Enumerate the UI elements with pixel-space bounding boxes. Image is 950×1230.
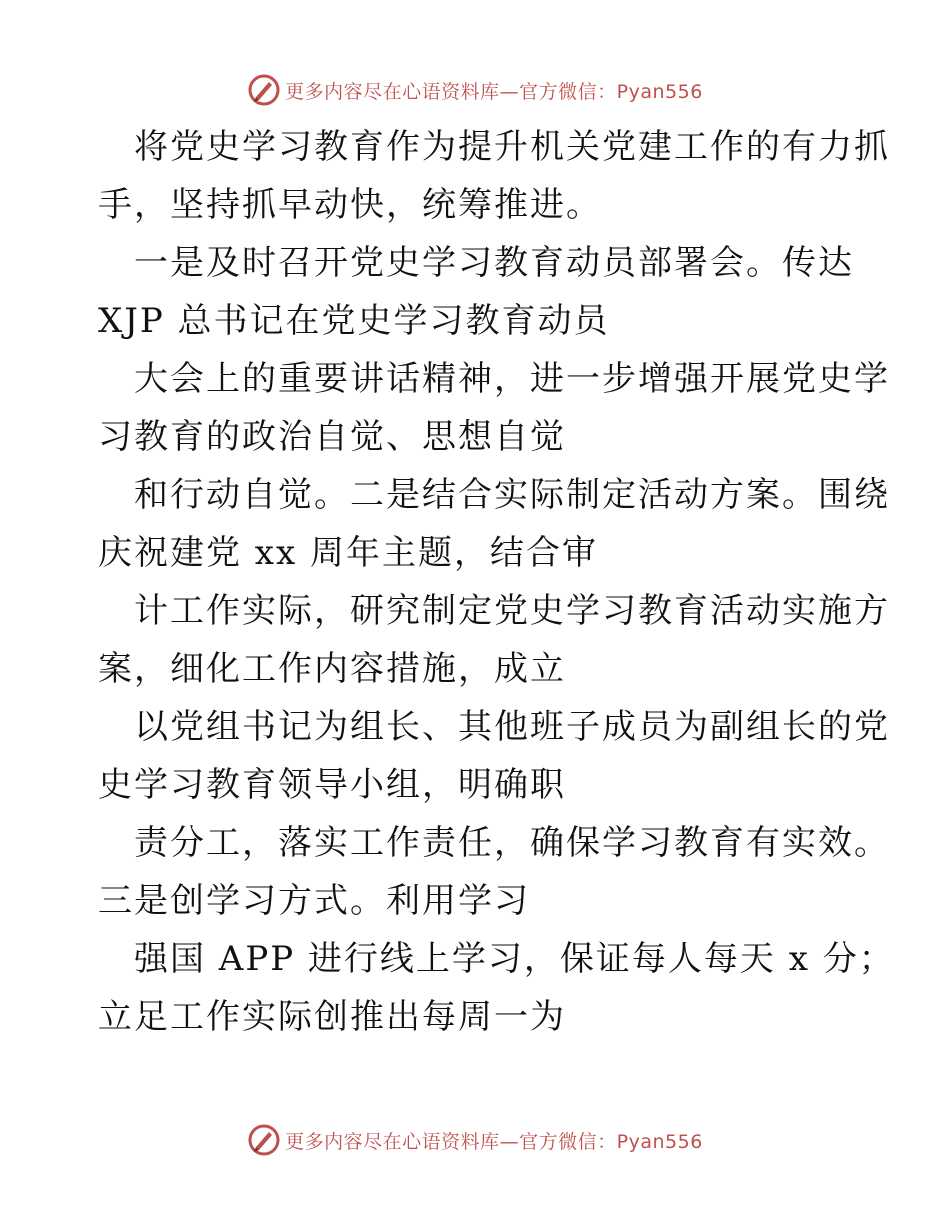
paragraph-line: 手，坚持抓早动快，统筹推进。 xyxy=(98,185,602,225)
paragraph-line: 史学习教育领导小组，明确职 xyxy=(98,765,566,805)
paragraph xyxy=(98,930,895,1046)
paragraph-line: XJP 总书记在党史学习教育动员 xyxy=(98,301,610,341)
paragraph xyxy=(98,118,890,234)
paragraph xyxy=(98,698,890,814)
paragraph-line: 习教育的政治自觉、思想自觉 xyxy=(98,417,566,457)
header-watermark xyxy=(0,70,950,110)
watermark-text: 更多内容尽在心语资料库—官方微信：Pyan556 xyxy=(285,1130,703,1153)
pen-logo-icon xyxy=(247,73,281,107)
paragraph-line: 责分工，落实工作责任，确保学习教育有实效。 xyxy=(134,823,890,863)
paragraph-line: 一是及时召开党史学习教育动员部署会。传达 xyxy=(134,243,854,283)
paragraph xyxy=(98,350,890,466)
paragraph-line: 三是创学习方式。利用学习 xyxy=(98,881,530,921)
paragraph-line: 庆祝建党 xx 周年主题，结合审 xyxy=(98,533,598,573)
paragraph-line: 和行动自觉。二是结合实际制定活动方案。围绕 xyxy=(134,475,890,515)
paragraph-line: 强国 APP 进行线上学习，保证每人每天 x 分； xyxy=(134,939,895,979)
paragraph-line: 将党史学习教育作为提升机关党建工作的有力抓 xyxy=(134,127,890,167)
paragraph-line: 立足工作实际创推出每周一为 xyxy=(98,997,566,1037)
document-body xyxy=(98,118,895,1046)
paragraph-line: 案，细化工作内容措施，成立 xyxy=(98,649,566,689)
watermark-text: 更多内容尽在心语资料库—官方微信：Pyan556 xyxy=(285,80,703,103)
paragraph-line: 大会上的重要讲话精神，进一步增强开展党史学 xyxy=(134,359,890,399)
footer-watermark xyxy=(0,1120,950,1160)
paragraph xyxy=(98,814,890,930)
paragraph-line: 计工作实际，研究制定党史学习教育活动实施方 xyxy=(134,591,890,631)
pen-logo-icon xyxy=(247,1123,281,1157)
paragraph-line: 以党组书记为组长、其他班子成员为副组长的党 xyxy=(134,707,890,747)
paragraph xyxy=(98,466,890,582)
paragraph xyxy=(98,582,890,698)
paragraph xyxy=(98,234,858,350)
